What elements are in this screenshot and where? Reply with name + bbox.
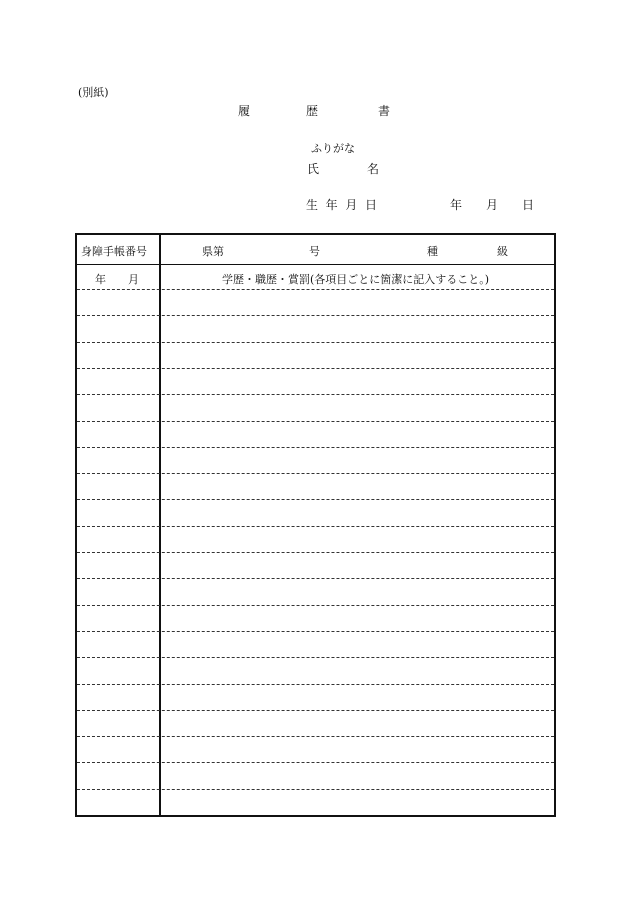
history-row-line [77, 762, 554, 763]
history-row-line [77, 710, 554, 711]
history-row-line [77, 552, 554, 553]
birthdate-label [306, 196, 377, 213]
birth-char-3: 月 [345, 198, 358, 212]
history-row-line [77, 342, 554, 343]
history-row-line [77, 578, 554, 579]
prefecture-label: 県第 [202, 245, 224, 258]
history-row-line [77, 736, 554, 737]
history-row-line [77, 473, 554, 474]
handbook-number-label: 身障手帳番号 [81, 245, 147, 258]
birth-day-label: 日 [522, 198, 535, 212]
name-label-char-1: 氏 [307, 162, 320, 176]
history-header: 学歴・職歴・賞罰(各項目ごとに箇潔に記入すること。) [222, 273, 490, 286]
history-row-line [77, 684, 554, 685]
history-row-line [77, 315, 554, 316]
title-char-1: 履 [238, 104, 251, 118]
birth-char-2: 年 [325, 198, 338, 212]
birth-year-label: 年 [450, 198, 463, 212]
name-label [307, 160, 379, 177]
title-char-3: 書 [378, 104, 391, 118]
history-row-line [77, 789, 554, 790]
birthdate-fields [450, 196, 534, 213]
history-row-line [77, 421, 554, 422]
history-row-line [77, 631, 554, 632]
birth-month-label: 月 [486, 198, 499, 212]
year-month-header [95, 271, 139, 287]
birth-char-4: 日 [364, 198, 377, 212]
birth-char-1: 生 [306, 198, 319, 212]
header-row-divider [77, 264, 554, 265]
history-row-line [77, 368, 554, 369]
history-row-line [77, 657, 554, 658]
history-row-line [77, 447, 554, 448]
number-suffix-label: 号 [309, 245, 320, 258]
history-row-line [77, 394, 554, 395]
furigana-label: ふりがな [311, 142, 355, 155]
history-table [75, 233, 556, 817]
grade-kind-label: 種 [427, 245, 438, 258]
grade-level-label: 級 [497, 245, 508, 258]
title-char-2: 歴 [306, 104, 319, 118]
history-row-line [77, 526, 554, 527]
attachment-label: (別紙) [78, 86, 109, 99]
year-header: 年 [95, 273, 106, 286]
history-row-line [77, 289, 554, 290]
month-header: 月 [128, 273, 139, 286]
history-row-line [77, 605, 554, 606]
history-row-line [77, 499, 554, 500]
name-label-char-2: 名 [367, 162, 380, 176]
document-title [238, 102, 390, 119]
